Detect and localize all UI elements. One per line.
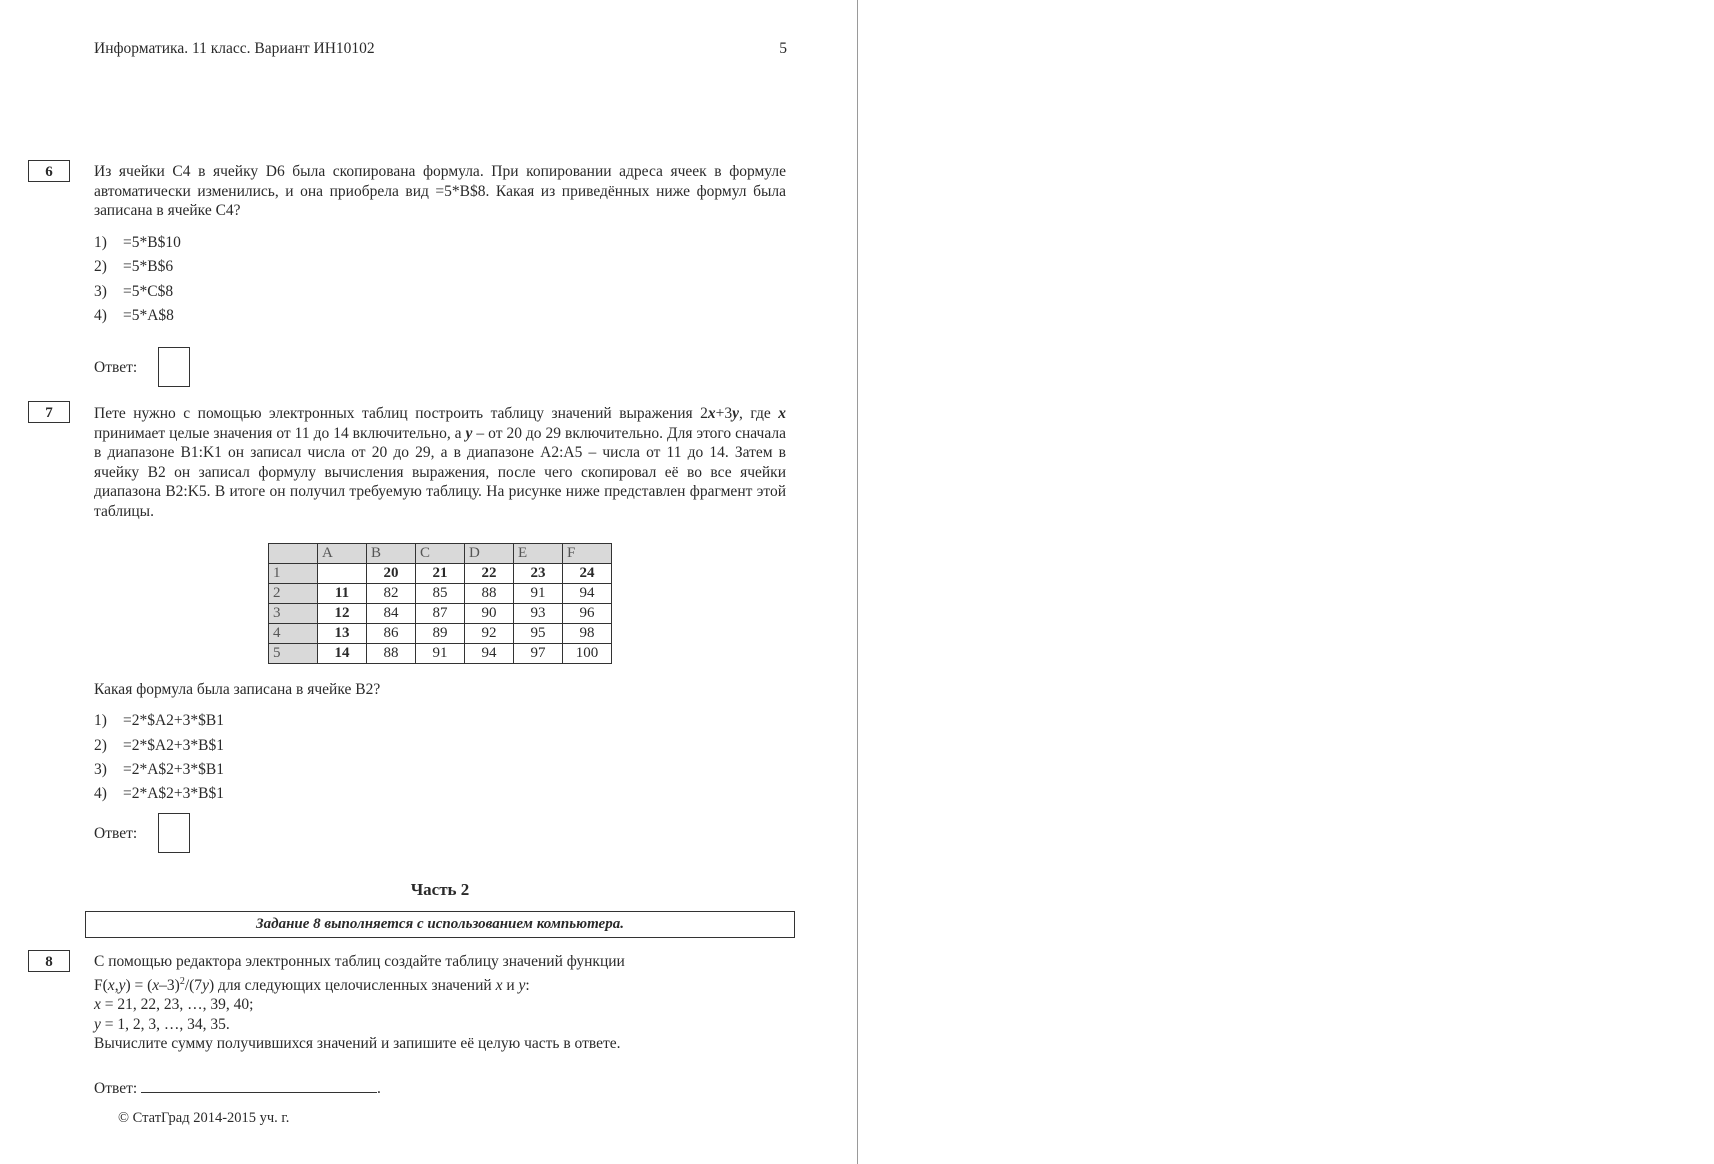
question-number-6: 6 (28, 160, 70, 182)
row-header: 2 (269, 584, 318, 604)
row-header: 4 (269, 624, 318, 644)
column-header: B (367, 544, 416, 564)
option-text: =2*$A2+3*$B1 (123, 712, 225, 729)
q8-answer: Ответ: . (94, 1077, 381, 1098)
table-cell: 98 (563, 624, 612, 644)
q8-x-values: x = 21, 22, 23, …, 39, 40; (94, 996, 254, 1014)
option-number: 3) (94, 761, 107, 778)
option-number: 4) (94, 785, 107, 802)
table-cell: 93 (514, 604, 563, 624)
question-number-7: 7 (28, 401, 70, 423)
q7-option-4[interactable] (94, 785, 224, 803)
question-7-text: Пете нужно с помощью электронных таблиц построить таблицу значений выражения 2x+3y, где x принимает целые значения от 11 до 14 включительно, а y – от 20 до 29 включительно. Для этого сначала в диапазоне B1:K1 он записал числа от 20 до 29, а в диапазоне A2:A5 – числа от 11 до 14. Затем в ячейку B2 он записал формулу вычисления выражения, после чего скопировал её во все ячейки диапазона B2:K5. В итоге он получил требуемую таблицу. На рисунке ниже представлен фрагмент этой таблицы. (94, 405, 786, 520)
column-header: E (514, 544, 563, 564)
q8-answer-line[interactable] (141, 1077, 377, 1093)
table-cell: 87 (416, 604, 465, 624)
row-header: 5 (269, 644, 318, 664)
table-cell: 95 (514, 624, 563, 644)
column-header: D (465, 544, 514, 564)
page-number: 5 (779, 40, 787, 57)
table-row (269, 564, 612, 584)
table-cell: 20 (367, 564, 416, 584)
q7-option-1[interactable] (94, 712, 224, 730)
q8-line-1: С помощью редактора электронных таблиц создайте таблицу значений функции (94, 953, 625, 970)
task-8-note: Задание 8 выполняется с использованием компьютера. (85, 911, 795, 938)
option-number: 1) (94, 712, 107, 729)
q6-answer-label: Ответ: (94, 359, 138, 376)
table-cell: 89 (416, 624, 465, 644)
table-cell: 94 (465, 644, 514, 664)
question-7-prompt: Какая формула была записана в ячейке B2? (94, 681, 381, 698)
q6-option-4[interactable] (94, 307, 174, 325)
table-row (269, 584, 612, 604)
table-cell: 100 (563, 644, 612, 664)
table-cell: 14 (318, 644, 367, 664)
table-cell: 23 (514, 564, 563, 584)
question-6-text: Из ячейки C4 в ячейку D6 была скопирована формула. При копировании адреса ячеек в формуле автоматически изменились, и она приобрела вид =5*B$8. Какая из приведённых ниже формул была записана в ячейке C4? (94, 163, 786, 219)
table-cell: 97 (514, 644, 563, 664)
column-header: C (416, 544, 465, 564)
table-cell: 86 (367, 624, 416, 644)
part-2-title: Часть 2 (410, 880, 470, 899)
table-cell: 88 (465, 584, 514, 604)
table-cell: 91 (416, 644, 465, 664)
question-8-text (94, 952, 794, 1054)
table-row (269, 624, 612, 644)
option-number: 2) (94, 258, 107, 275)
table-cell: 91 (514, 584, 563, 604)
table-cell: 90 (465, 604, 514, 624)
table-row (269, 604, 612, 624)
table-row (269, 644, 612, 664)
option-text: =2*A$2+3*B$1 (123, 785, 225, 802)
table-cell: 21 (416, 564, 465, 584)
spreadsheet-fragment (268, 543, 612, 664)
table-cell (318, 564, 367, 584)
q8-y-values: y = 1, 2, 3, …, 34, 35. (94, 1015, 230, 1033)
q6-option-2[interactable] (94, 258, 173, 276)
table-cell: 92 (465, 624, 514, 644)
q7-answer-label: Ответ: (94, 825, 138, 842)
q6-option-1[interactable] (94, 234, 181, 252)
table-cell: 11 (318, 584, 367, 604)
q8-last-line: Вычислите сумму получившихся значений и запишите её целую часть в ответе. (94, 1035, 621, 1053)
page-divider (857, 0, 858, 1164)
option-text: =5*C$8 (123, 283, 174, 300)
q6-option-3[interactable] (94, 283, 173, 301)
option-text: =5*B$6 (123, 258, 174, 275)
corner-cell (269, 544, 318, 564)
table-cell: 22 (465, 564, 514, 584)
table-cell: 82 (367, 584, 416, 604)
table-cell: 85 (416, 584, 465, 604)
table-cell: 84 (367, 604, 416, 624)
option-text: =5*A$8 (123, 307, 174, 324)
q7-option-3[interactable] (94, 761, 224, 779)
table-cell: 12 (318, 604, 367, 624)
row-header: 1 (269, 564, 318, 584)
option-text: =2*$A2+3*B$1 (123, 737, 225, 754)
column-header: F (563, 544, 612, 564)
option-number: 2) (94, 737, 107, 754)
q8-answer-label: Ответ: (94, 1080, 138, 1097)
q8-function-line: $F(x,y) = (x-3)^2/(7y)$ для следующих целочисленных значений x и y: (94, 975, 530, 994)
q7-option-2[interactable] (94, 737, 224, 755)
table-cell: 96 (563, 604, 612, 624)
table-cell: 88 (367, 644, 416, 664)
table-cell: 24 (563, 564, 612, 584)
table-cell: 94 (563, 584, 612, 604)
row-header: 3 (269, 604, 318, 624)
question-number-8: 8 (28, 950, 70, 972)
table-cell: 13 (318, 624, 367, 644)
q6-answer-box[interactable] (158, 347, 190, 387)
q7-answer-box[interactable] (158, 813, 190, 853)
option-text: =2*A$2+3*$B1 (123, 761, 225, 778)
copyright-footer: © СтатГрад 2014-2015 уч. г. (118, 1110, 290, 1126)
page-header-title: Информатика. 11 класс. Вариант ИН10102 (94, 40, 375, 57)
column-header: A (318, 544, 367, 564)
option-number: 3) (94, 283, 107, 300)
option-number: 1) (94, 234, 107, 251)
option-text: =5*B$10 (123, 234, 181, 251)
option-number: 4) (94, 307, 107, 324)
